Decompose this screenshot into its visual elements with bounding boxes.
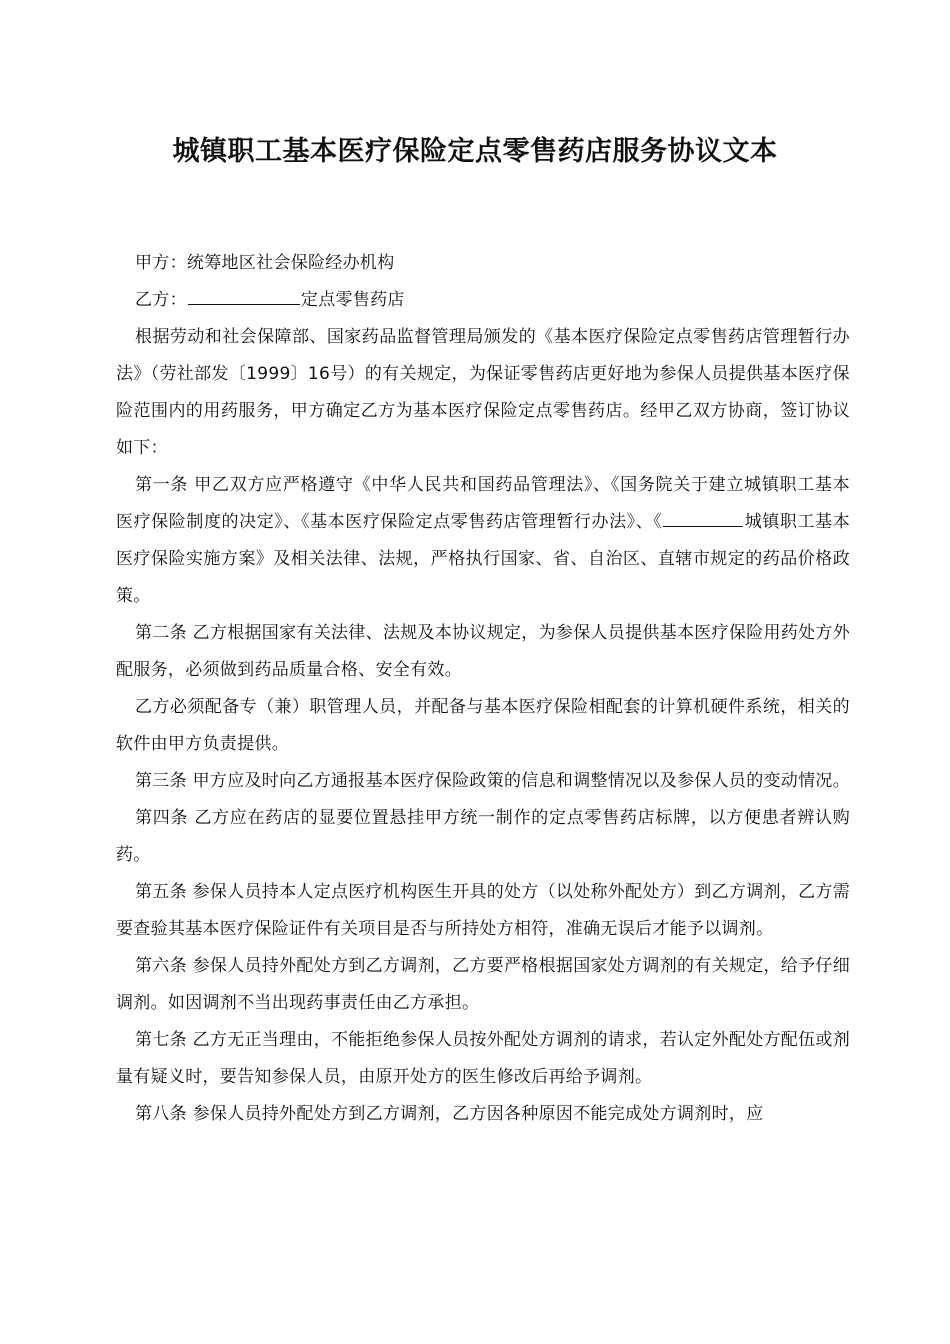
article-2: 第二条 乙方根据国家有关法律、法规及本协议规定，为参保人员提供基本医疗保险用药处方外配服务，必须做到药品质量合格、安全有效。 [116,623,851,680]
article-7: 第七条 乙方无正当理由，不能拒绝参保人员按外配处方调剂的请求，若认定外配处方配伍或剂量有疑义时，要告知参保人员，由原开处方的医生修改后再给予调剂。 [116,1030,851,1087]
party-b-prefix: 乙方： [135,290,187,310]
article-1-text-a: 第一条 甲乙双方应严格遵守《中华人民共和国药品管理法》、《国务院关于建立城镇职工基本医疗保险制度的决定》、《基本医疗保险定点零售药店管理暂行办法》、《 [116,475,850,532]
article-5: 第五条 参保人员持本人定点医疗机构医生开具的处方（以处称外配处方）到乙方调剂，乙方需要查验其基本医疗保险证件有关项目是否与所持处方相符，准确无误后才能予以调剂。 [116,882,851,939]
article-4: 第四条 乙方应在药店的显要位置悬挂甲方统一制作的定点零售药店标牌，以方便患者辨认购药。 [116,808,850,865]
article-6: 第六条 参保人员持外配处方到乙方调剂，乙方要严格根据国家处方调剂的有关规定，给予仔细调剂。如因调剂不当出现药事责任由乙方承担。 [116,956,851,1013]
document-title: 城镇职工基本医疗保险定点零售药店服务协议文本 [172,136,778,167]
article-3: 第三条 甲方应及时向乙方通报基本医疗保险政策的信息和调整情况以及参保人员的变动情况。 [135,771,851,791]
intro-paragraph: 根据劳动和社会保障部、国家药品监督管理局颁发的《基本医疗保险定点零售药店管理暂行办法》（劳社部发〔1999〕16号）的有关规定，为保证零售药店更好地为参保人员提供基本医疗保险范围内的用药服务，甲方确定乙方为基本医疗保险定点零售药店。经甲乙双方协商，签订协议如下： [116,327,850,458]
document-body [116,245,850,1133]
article-1-text-b: 城镇职工基本医疗保险实施方案》及相关法律、法规，严格执行国家、省、自治区、直辖市规定的药品价格政策。 [116,512,850,606]
party-b-blank [188,286,300,305]
party-b-suffix: 定点零售药店 [300,290,405,310]
article-8: 第八条 参保人员持外配处方到乙方调剂，乙方因各种原因不能完成处方调剂时，应 [135,1104,764,1124]
article-1 [116,467,850,615]
party-a-line: 甲方：统筹地区社会保险经办机构 [135,253,395,273]
party-b-line [116,282,850,319]
article-2-continued: 乙方必须配备专（兼）职管理人员，并配备与基本医疗保险相配套的计算机硬件系统，相关的软件由甲方负责提供。 [116,697,850,754]
article-1-blank [663,508,743,527]
